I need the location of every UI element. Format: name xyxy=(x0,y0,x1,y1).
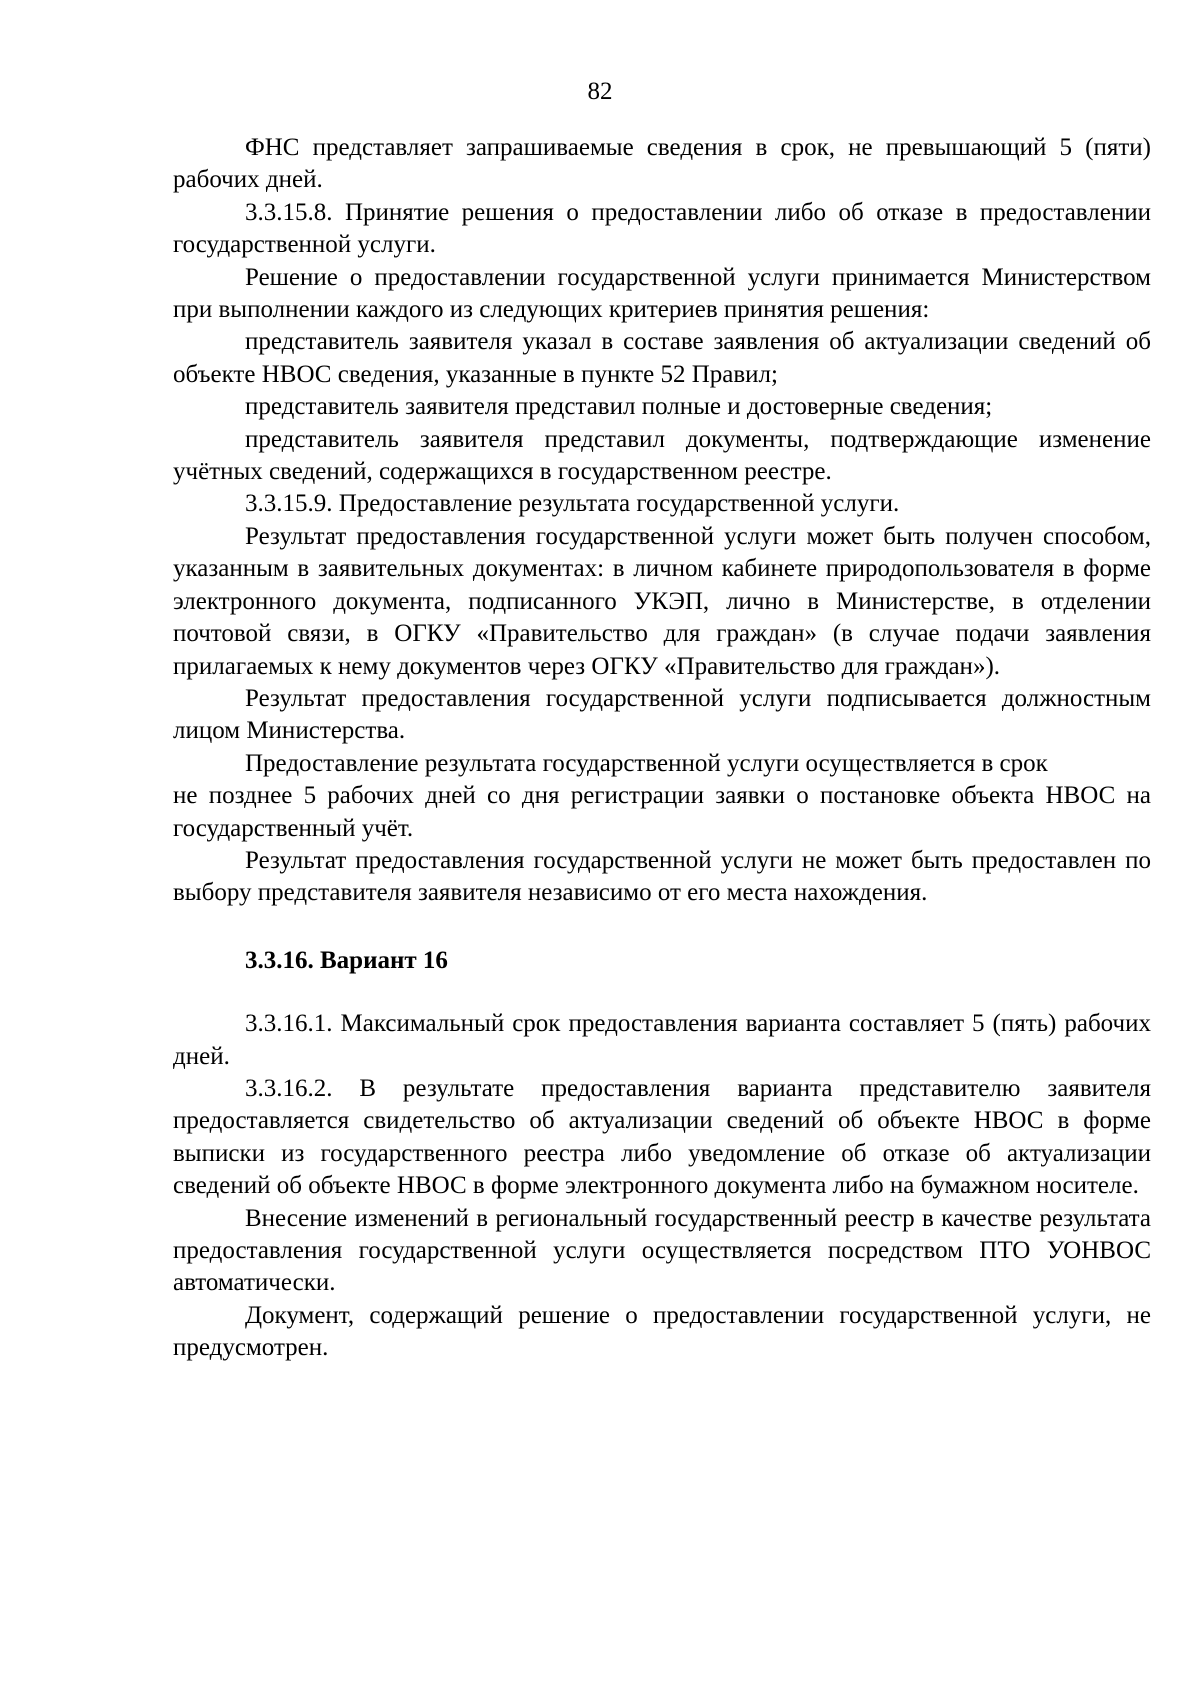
paragraph: Предоставление результата государственной услуги осуществляется в срок xyxy=(245,749,1048,777)
paragraph: представитель заявителя указал в составе заявления об актуализации сведений об объекте НВОС сведения, указанные в пункте 52 Правил; xyxy=(173,328,1151,388)
paragraph: Внесение изменений в региональный государственный реестр в качестве результата предоставления государственной услуги осуществляется посредством ПТО УОНВОС автоматически. xyxy=(173,1204,1151,1297)
document-body xyxy=(173,132,1151,1365)
paragraph: Результат предоставления государственной услуги не может быть предоставлен по выбору представителя заявителя независимо от его места нахождения. xyxy=(173,846,1151,907)
paragraph: 3.3.15.8. Принятие решения о предоставлении либо об отказе в предоставлении государственной услуги. xyxy=(173,198,1151,259)
page-number: 82 xyxy=(587,78,613,105)
paragraph: 3.3.16.1. Максимальный срок предоставления варианта составляет 5 (пять) рабочих дней. xyxy=(173,1010,1151,1070)
paragraph: ФНС представляет запрашиваемые сведения в срок, не превышающий 5 (пяти) рабочих дней. xyxy=(173,134,1151,194)
paragraph: Документ, содержащий решение о предоставлении государственной услуги, не предусмотрен. xyxy=(173,1301,1151,1362)
paragraph: 3.3.16.2. В результате предоставления варианта представителю заявителя предоставляется свидетельство об актуализации сведений об объекте НВОС в форме выписки из государственного реестра либо уведомление об отказе об актуализации сведений об объекте НВОС в форме электронного документа либо на бумажном носителе. xyxy=(173,1074,1151,1200)
paragraph: Результат предоставления государственной услуги подписывается должностным лицом Министерства. xyxy=(173,684,1151,745)
section-heading: 3.3.16. Вариант 16 xyxy=(245,946,448,974)
paragraph: представитель заявителя представил документы, подтверждающие изменение учётных сведений, содержащихся в государственном реестре. xyxy=(173,425,1151,486)
paragraph: представитель заявителя представил полные и достоверные сведения; xyxy=(245,393,993,421)
paragraph: не позднее 5 рабочих дней со дня регистрации заявки о постановке объекта НВОС на государственный учёт. xyxy=(173,782,1151,842)
paragraph: 3.3.15.9. Предоставление результата государственной услуги. xyxy=(245,490,900,518)
paragraph: Результат предоставления государственной услуги может быть получен способом, указанным в заявительных документах: в личном кабинете природопользователя в форме электронного документа, подписанного УКЭП, лично в Министерстве, в отделении почтовой связи, в ОГКУ «Правительство для граждан» (в случае подачи заявления прилагаемых к нему документов через ОГКУ «Правительство для граждан»). xyxy=(173,522,1151,680)
paragraph: Решение о предоставлении государственной услуги принимается Министерством при выполнении каждого из следующих критериев принятия решения: xyxy=(173,263,1151,324)
